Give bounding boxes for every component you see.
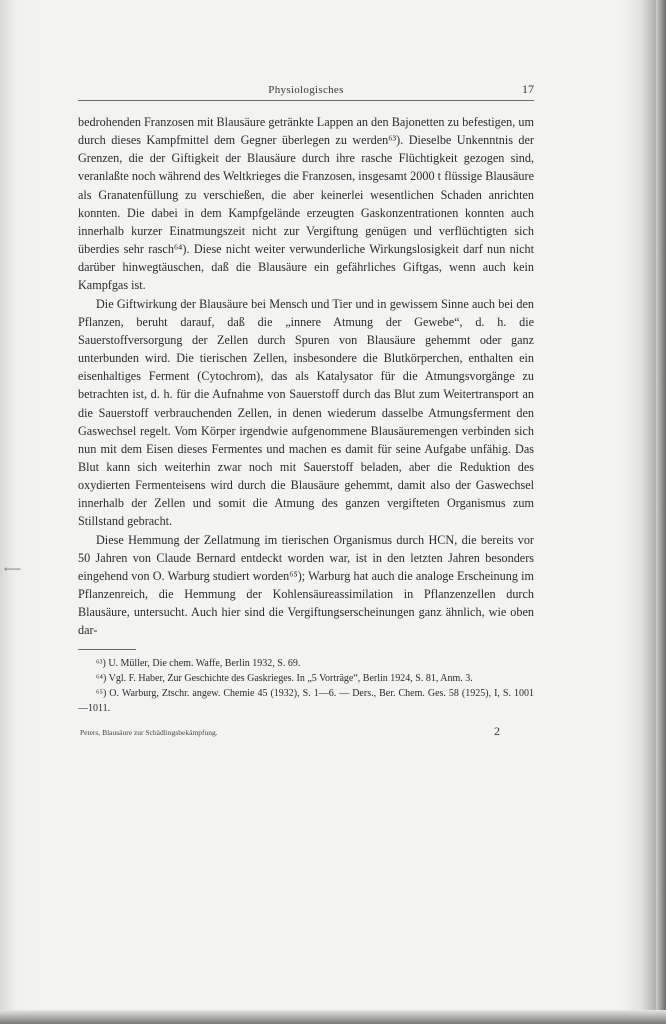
footnote-65: ⁶⁵) O. Warburg, Ztschr. angew. Chemie 45 (1932), S. 1—6. — Ders., Ber. Chem. Ges. 58 (1925), I, S. 1001—1011. (78, 687, 534, 714)
paragraph-1: bedrohenden Franzosen mit Blausäure getränkte Lappen an den Bajonetten zu befestigen, um durch dieses Kampfmittel dem Gegner überlegen zu werden⁶³). Dieselbe Unkenntnis der Grenzen, die der Giftigkeit der Blausäure durch ihre rasche Flüchtigkeit gezogen sind, veranlaßte noch während des Weltkrieges die Franzosen, insgesamt 2000 t flüssige Blausäure als Granatenfüllung zu verschießen, die aber keinerlei wesentlichen Schaden anrichten konnten. Die dabei in dem Kampfgelände erzeugten Gaskonzentrationen konnten auch innerhalb kurzer Einatmungszeit nicht zur Vergiftung genügen und verflüchtigten sich überdies sehr rasch⁶⁴). Diese nicht weiter verwunderliche Wirkungslosigkeit darf nun nicht darüber hinwegtäuschen, daß die Blausäure ein gefährliches Giftgas, wenn auch kein Kampfgas ist. (78, 115, 534, 293)
footnote-64: ⁶⁴) Vgl. F. Haber, Zur Geschichte des Gaskrieges. In „5 Vorträge“, Berlin 1924, S. 81, Anm. 3. (96, 672, 473, 684)
paragraph-3: Diese Hemmung der Zellatmung im tierischen Organismus durch HCN, die bereits vor 50 Jahren von Claude Bernard entdeckt worden war, ist in den letzten Jahren besonders eingehend von O. Warburg studiert worden⁶⁵); Warburg hat auch die analoge Erscheinung im Pflanzenreich, die Hemmung der Kohlensäureassimilation in Pflanzenzellen durch Blausäure, untersucht. Auch hier sind die Vergiftungserscheinungen ganz ähnlich, wie oben dar- (78, 532, 534, 638)
footnote-63: ⁶³) U. Müller, Die chem. Waffe, Berlin 1932, S. 69. (96, 657, 301, 669)
signature-text: Peters, Blausäure zur Schädlingsbekämpfung. (80, 727, 218, 737)
sheet-mark: 2 (494, 723, 500, 738)
margin-mark: ⟵ (4, 562, 22, 576)
page-edge-right (656, 0, 666, 1024)
footnotes (78, 656, 534, 716)
running-head (78, 78, 534, 101)
book-page (78, 78, 534, 744)
body-text (78, 113, 534, 640)
page-edge-bottom (0, 1010, 666, 1024)
running-title: Physiologisches (268, 84, 344, 96)
page-number: 17 (522, 82, 534, 96)
signature-line (78, 724, 534, 744)
footnote-rule (78, 649, 136, 650)
paragraph-2: Die Giftwirkung der Blausäure bei Mensch und Tier und in gewissem Sinne auch bei den Pflanzen, beruht darauf, daß die „innere Atmung der Gewebe“, d. h. die Sauerstoffversorgung der Zellen durch Spuren von Blausäure gehemmt oder ganz unterbunden wird. Die tierischen Zellen, insbesondere die Blutkörperchen, enthalten ein eisenhaltiges Ferment (Cytochrom), das als Katalysator für die Atmungsvorgänge zu betrachten ist, d. h. für die Aufnahme von Sauerstoff durch das Blut zum Weitertransport an die Sauerstoff verbrauchenden Zellen, in denen wiederum dasselbe Atmungsferment den Gaswechsel regelt. Vom Körper irgendwie aufgenommene Blausäuremengen verbinden sich nun mit dem Eisen dieses Fermentes und machen es damit für seine Aufgabe unfähig. Das Blut kann sich weiterhin zwar noch mit Sauerstoff beladen, aber die Reduktion des oxydierten Fermenteisens wird durch die Blausäure gehemmt, damit also der Gaswechsel innerhalb der Zellen und somit die Atmung des ganzen vergifteten Organismus zum Stillstand gebracht. (78, 296, 534, 529)
